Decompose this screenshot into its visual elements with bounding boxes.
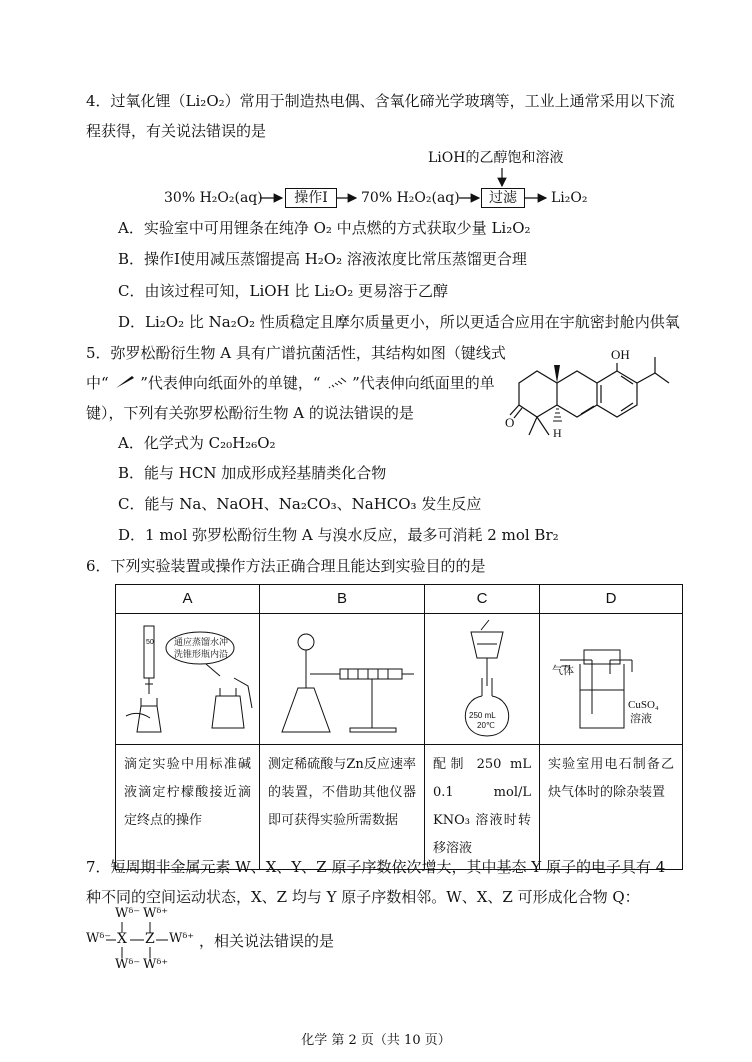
volumetric-flask-apparatus	[425, 614, 539, 740]
q5-stem-line2	[86, 373, 495, 393]
q4-option-c: C．由该过程可知，LiOH 比 Li₂O₂ 更易溶于乙醇	[118, 282, 449, 300]
q5-option-c: C．能与 Na、NaOH、Na₂CO₃、NaHCO₃ 发生反应	[118, 495, 482, 513]
flask-temp-label: 20℃	[477, 721, 495, 730]
structure-h-label: H	[553, 426, 562, 440]
flow-start: 30% H₂O₂(aq)	[164, 190, 263, 206]
q6-header-a: A	[116, 585, 260, 614]
formula-x: X	[117, 931, 127, 947]
q4-stem-line1: 4．过氧化锂（Li₂O₂）常用于制造热电偶、含氧化碲光学玻璃等，工业上通常采用以下流	[86, 92, 675, 110]
q4-option-a: A．实验室中可用锂条在纯净 O₂ 中点燃的方式获取少量 Li₂O₂	[118, 219, 531, 237]
q6-stem: 6．下列实验装置或操作方法正确合理且能达到实验目的的是	[86, 557, 486, 575]
formula-z: Z	[145, 931, 155, 947]
solution-label: 溶液	[630, 713, 652, 725]
flow-middle: 70% H₂O₂(aq)	[361, 190, 460, 206]
q6-image-a	[116, 614, 260, 745]
q6-caption-a: 滴定实验中用标准碱液滴定柠檬酸接近滴定终点的操作	[116, 745, 260, 870]
flow-step-operation-1: 操作Ⅰ	[285, 188, 337, 208]
q6-caption-d: 实验室用电石制备乙炔气体时的除杂装置	[540, 745, 683, 870]
q6-caption-b: 测定稀硫酸与Zn反应速率的装置，不借助其他仪器即可获得实验所需数据	[260, 745, 425, 870]
cuso4-label: CuSO₄	[628, 699, 659, 711]
titration-apparatus	[116, 614, 259, 740]
flow-step-filter: 过滤	[481, 188, 525, 208]
q6-image-d	[540, 614, 683, 745]
q5-stem-line2-part3: ”代表伸向纸面里的单	[352, 374, 495, 392]
q5-option-b: B．能与 HCN 加成形成羟基腈类化合物	[118, 464, 387, 482]
q5-stem-line2-part2: ”代表伸向纸面外的单键，“	[140, 374, 321, 392]
q7-stem-line1: 7．短周期非金属元素 W、X、Y、Z 原子序数依次增大，其中基态 Y 原子的电子具有 4	[86, 858, 666, 876]
structure-oh-label: OH	[611, 347, 630, 362]
q4-stem-line2: 程获得，有关说法错误的是	[86, 122, 267, 140]
bubble-line1: 通应蒸馏水冲	[174, 637, 229, 647]
q6-image-c	[425, 614, 540, 745]
bubble-line2: 洗锥形瓶内沿	[174, 649, 229, 659]
wedge-bond-icon	[113, 374, 135, 390]
flow-top-reagent: LiOH的乙醇饱和溶液	[428, 150, 564, 166]
hashed-bond-icon	[325, 374, 347, 390]
q7-tail: ，相关说法错误的是	[199, 932, 335, 950]
formula-w-bottom-left: Wᵟ⁻	[115, 957, 141, 972]
formula-w-right: Wᵟ⁺	[169, 931, 195, 946]
q6-header-c: C	[425, 585, 540, 614]
compound-a-structure	[505, 343, 675, 468]
structure-o-label: O	[505, 415, 515, 430]
q6-header-b: B	[260, 585, 425, 614]
gas-washing-apparatus	[540, 614, 682, 740]
q5-stem-line2-part1: 中“	[86, 374, 109, 392]
q5-option-d: D．1 mol 弥罗松酚衍生物 A 与溴水反应，最多可消耗 2 mol Br₂	[118, 526, 559, 544]
q6-apparatus-table	[115, 584, 683, 870]
page-footer: 化学 第 2 页（共 10 页）	[301, 1033, 451, 1048]
q5-stem-line3: 键），下列有关弥罗松酚衍生物 A 的说法错误的是	[86, 404, 414, 422]
q5-option-a: A．化学式为 C₂₀H₂₆O₂	[118, 434, 276, 452]
formula-w-top-right: Wᵟ⁺	[143, 906, 169, 921]
q7-stem-line2: 种不同的空间运动状态，X、Z 均与 Y 原子序数相邻。W、X、Z 可形成化合物 Q：	[86, 888, 640, 906]
formula-w-bottom-right: Wᵟ⁺	[143, 957, 169, 972]
q4-option-b: B．操作Ⅰ使用减压蒸馏提高 H₂O₂ 溶液浓度比常压蒸馏更合理	[118, 250, 527, 268]
reaction-rate-apparatus	[260, 614, 424, 740]
q5-stem-line1: 5．弥罗松酚衍生物 A 具有广谱抗菌活性，其结构如图（键线式	[86, 344, 506, 362]
gas-label: 气体	[552, 665, 574, 677]
formula-w-left: Wᵟ⁻	[86, 931, 112, 946]
q6-caption-c: 配制 250 mL 0.1 mol/L KNO₃ 溶液时转移溶液	[425, 745, 540, 870]
flow-product: Li₂O₂	[551, 190, 588, 206]
q6-image-b	[260, 614, 425, 745]
q6-header-d: D	[540, 585, 683, 614]
formula-w-top-left: Wᵟ⁻	[115, 906, 141, 921]
q4-option-d: D．Li₂O₂ 比 Na₂O₂ 性质稳定且摩尔质量更小，所以更适合应用在宇航密封舱内供氧	[118, 313, 680, 331]
flask-volume-label: 250 mL	[469, 711, 496, 720]
burette-mark: 50	[146, 639, 154, 646]
